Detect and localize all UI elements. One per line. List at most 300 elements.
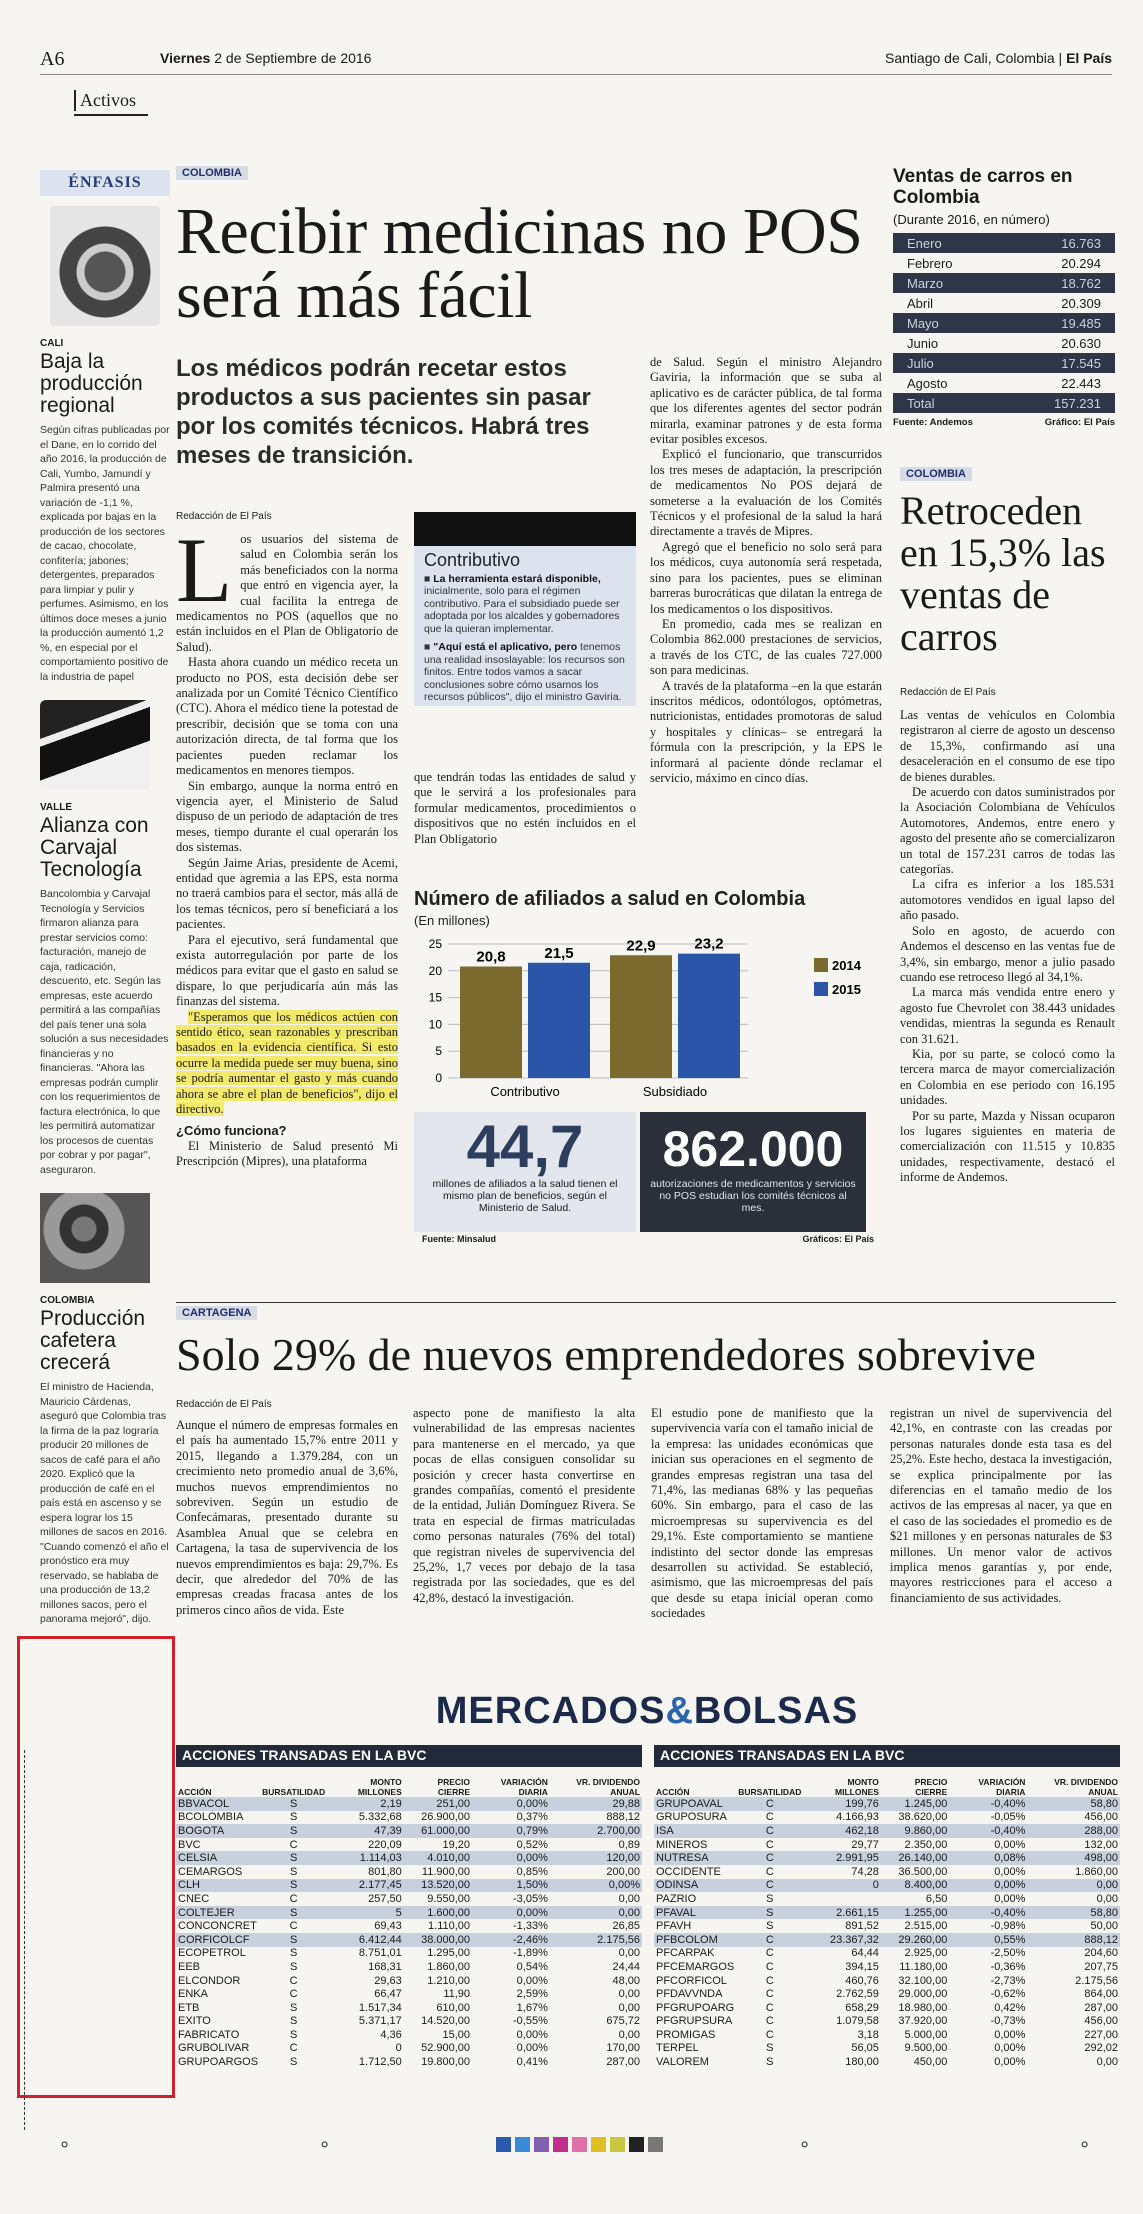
bvc-cell: 1,50% <box>472 1879 550 1893</box>
ventas-month: Enero <box>893 233 1003 253</box>
bvc-cell: 2.175,56 <box>550 1933 642 1947</box>
ventas-table-box <box>893 166 1115 428</box>
bvc-cell: ELCONDOR <box>178 1974 241 1987</box>
bvc-cell: 19,20 <box>442 1838 471 1851</box>
bvc-cell: 6,50 <box>925 1892 948 1905</box>
bvc-cell: 0,00% <box>994 2056 1026 2069</box>
bvc-cell: 5.000,00 <box>904 2028 948 2041</box>
bvc-cell: 0,42% <box>994 2001 1026 2014</box>
bvc-cell: C <box>765 1974 774 1987</box>
bvc-header-cell: BURSATILIDAD <box>262 1787 326 1797</box>
legend-label: 2015 <box>832 982 861 997</box>
bvc-row <box>654 1797 1120 1811</box>
brief-body: El ministro de Hacienda, Mauricio Cárdenas, aseguró que Colombia tras la firma de la paz lograría producir 20 millones de sacos de café para el año 2020. Explicó que la producción de café en el país está en ascenso y se espera lograr los 15 millones de sacos en 2016. "Cuando comenzó el año el pronóstico era muy reservado, se hablaba de una producción de 13,2 millones sacos, pero el panorama mejoró", dijo. <box>40 1381 169 1625</box>
section-rule <box>74 114 148 116</box>
cards-photo <box>40 700 150 790</box>
bvc-row <box>176 2001 642 2015</box>
bvc-row <box>176 1824 642 1838</box>
bvc-row <box>176 1797 642 1811</box>
bvc-cell: PFAVH <box>656 1920 692 1933</box>
bvc-cell: 0,00 <box>550 1906 642 1920</box>
brief-headline: Alianza con Carvajal Tecnología <box>40 814 149 881</box>
bvc-cell: BVC <box>178 1838 201 1851</box>
bvc-cell: EXITO <box>178 2015 211 2028</box>
stat-text: autorizaciones de medicamentos y servicios no POS estudian los comités técnicos al mes. <box>650 1178 856 1214</box>
ventas-value: 18.762 <box>1003 273 1115 293</box>
bvc-cell: 801,80 <box>368 1865 402 1878</box>
bar <box>460 967 522 1078</box>
bvc-cell: 462,18 <box>803 1824 881 1838</box>
story2-column-4: registran un nivel de supervivencia del 42,1%, en contraste con las creadas por personas naturales donde esta tasa es del 25,2%. Este hecho, destaca la investigación, se explica principalmente por las diferencias en el tamaño medio de los activos de las empresas al nacer, ya que en el caso de las sociedades el promedio es de $21 millones y en personas naturales de $3 millones. Un menor valor de activos implica menos garantías y, por ende, mayores restricciones para el acceso a financiamiento de sus actividades. <box>890 1406 1112 1605</box>
chart-title: Número de afiliados a salud en Colombia <box>414 888 806 910</box>
y-tick-label: 0 <box>435 1071 442 1085</box>
paragraph: En promedio, cada mes se realizan en Colombia 862.000 prestaciones de servicios, a través de los CTC, de las cuales 727.000 son para medicinas. <box>650 616 882 678</box>
bvc-cell: -0,55% <box>513 2015 548 2028</box>
bvc-cell: C <box>765 1947 774 1960</box>
paragraph: Solo en agosto, de acuerdo con Andemos el descenso en las ventas fue de 3,4%, sin embargo, menor a julio pasado cuando ese retroceso llegó al 34,1%. <box>900 923 1115 984</box>
bvc-cell: S <box>766 1892 774 1905</box>
stat-box-1 <box>414 1112 636 1232</box>
bvc-cell: 1.860,00 <box>1075 1865 1118 1878</box>
bvc-cell: S <box>766 2056 774 2069</box>
bvc-cell: C <box>289 1892 298 1905</box>
bvc-cell: ODINSA <box>654 1879 736 1893</box>
ventas-value: 20.309 <box>1061 295 1101 311</box>
ventas-month: Agosto <box>907 375 948 391</box>
gears-photo <box>50 206 160 326</box>
enfasis-label: ÉNFASIS <box>40 170 170 196</box>
drop-cap: L <box>176 519 233 621</box>
side-story-body <box>900 708 1115 1186</box>
bar <box>528 963 590 1078</box>
bvc-cell: 292,02 <box>1084 2042 1118 2055</box>
bvc-cell: 47,39 <box>327 1824 404 1838</box>
bvc-cell: 74,28 <box>851 1865 879 1878</box>
bvc-header-cell: VARIACIÓN DIARIA <box>500 1777 548 1797</box>
bvc-cell: 2,19 <box>327 1797 404 1811</box>
bvc-row <box>654 2042 1120 2056</box>
bvc-cell: 5.332,68 <box>358 1811 402 1824</box>
bvc-cell: 257,50 <box>368 1892 402 1905</box>
bvc-cell: 0,00% <box>994 1838 1026 1851</box>
highlight-box <box>17 1636 175 2098</box>
brief-body: Según cifras publicadas por el Dane, en lo corrido del año 2016, la producción de Cali, Yumbo, Jamundí y Palmira presentó una variación de -1,1 %, explicada por bajas en la producción de los sectores de cacao, chocolate, confitería; jabones; detergentes, preparados para limpiar y pulir y perfumes. Asimismo, en los últimos doce meses a junio la producción aumentó 1,2 %, en especial por el comportamiento positivo de la industria de papel <box>40 424 170 683</box>
bvc-cell: 11.900,00 <box>421 1865 471 1878</box>
bvc-row <box>176 1933 642 1947</box>
bvc-row <box>176 1892 642 1906</box>
ventas-value: 20.294 <box>1061 255 1101 271</box>
paragraph: Las ventas de vehículos en Colombia registraron al cierre de agosto un descenso de 15,3%, confirmando así una desaceleración en el consumo de ese tipo de bienes durables. <box>900 708 1115 784</box>
stat-text: millones de afiliados a la salud tienen el mismo plan de beneficios, según el Ministerio de Salud. <box>432 1178 618 1214</box>
bvc-row <box>654 1960 1120 1974</box>
bvc-cell: 58,80 <box>1027 1906 1120 1920</box>
bvc-cell: 36.500,00 <box>898 1865 948 1878</box>
bvc-row <box>176 1906 642 1920</box>
bvc-cell: C <box>765 1811 774 1824</box>
brief-kicker: CALI <box>40 338 64 349</box>
bvc-cell: 891,52 <box>845 1920 879 1933</box>
bvc-row <box>176 1865 642 1879</box>
bvc-cell: C <box>765 1838 774 1851</box>
bvc-cell: PFCARPAK <box>656 1947 715 1960</box>
bvc-cell: S <box>289 1960 298 1973</box>
bvc-cell: PFDAVVNDA <box>656 1988 723 2001</box>
ventas-row <box>893 293 1115 313</box>
bvc-cell: -1,33% <box>513 1920 548 1933</box>
bvc-cell: 69,43 <box>374 1920 402 1933</box>
bvc-row <box>654 1824 1120 1838</box>
bvc-cell: -0,05% <box>990 1811 1026 1824</box>
bvc-cell: C <box>765 2015 774 2028</box>
ventas-value: 17.545 <box>1003 353 1115 373</box>
bvc-header-cell: PRECIO CIERRE <box>437 1777 471 1797</box>
bvc-cell: GRUPOSURA <box>656 1811 727 1824</box>
bvc-cell: -3,05% <box>513 1892 548 1905</box>
bvc-title: ACCIONES TRANSADAS EN LA BVC <box>654 1745 1120 1767</box>
bvc-row <box>176 1838 642 1852</box>
bvc-header-cell: ACCIÓN <box>656 1787 690 1797</box>
bvc-cell: 32.100,00 <box>898 1974 948 1987</box>
bvc-cell: S <box>289 2056 298 2069</box>
bvc-cell: NUTRESA <box>654 1851 736 1865</box>
ventas-title: Ventas de carros en Colombia <box>893 166 1073 208</box>
bvc-row <box>176 1879 642 1893</box>
main-headline: Recibir medicinas no POS será más fácil <box>176 195 863 332</box>
bvc-cell: 0,41% <box>516 2056 548 2069</box>
bvc-cell: 37.920,00 <box>898 2015 948 2028</box>
bvc-cell: 0,00% <box>949 1879 1027 1893</box>
bvc-cell: C <box>765 1865 774 1878</box>
bvc-cell: S <box>289 2001 298 2014</box>
paragraph: Según Jaime Arias, presidente de Acemi, entidad que agremia a las EPS, esta norma no traerá cambios para el sector, más allá de los temas técnicos, pero sí beneficiará a los pacientes. <box>176 855 398 932</box>
bvc-cell: CLH <box>176 1879 260 1893</box>
bvc-cell: 1.600,00 <box>404 1906 472 1920</box>
bvc-row <box>176 2015 642 2029</box>
bvc-cell: C <box>736 1824 803 1838</box>
bvc-cell: 11.180,00 <box>899 1960 948 1973</box>
ventas-value: 19.485 <box>1003 313 1115 333</box>
ventas-month: Junio <box>907 335 939 351</box>
bvc-cell: ECOPETROL <box>178 1947 246 1960</box>
bvc-cell: 394,15 <box>845 1960 879 1973</box>
bvc-row <box>176 2028 642 2042</box>
bvc-cell: 0,00% <box>516 1974 548 1987</box>
bvc-cell: 610,00 <box>436 2001 471 2014</box>
box-item: ■ La herramienta estará disponible, inicialmente, solo para el régimen contributivo. Para el subsidiado puede ser adoptada por los alcaldes y gobernadores que la quieran implementar. <box>424 572 620 635</box>
bvc-cell: GRUPOAVAL <box>654 1797 736 1811</box>
ventas-month: Total <box>893 393 1003 413</box>
bvc-cell: PROMIGAS <box>656 2028 716 2041</box>
bvc-cell: 0,89 <box>618 1838 640 1851</box>
bvc-cell: GRUPOARGOS <box>178 2056 259 2069</box>
bvc-cell: 2.661,15 <box>803 1906 881 1920</box>
bvc-cell: C <box>765 1988 774 2001</box>
chart-source: Fuente: Minsalud <box>422 1234 496 1244</box>
bvc-cell: 199,76 <box>803 1797 881 1811</box>
chart-svg <box>414 928 880 1108</box>
bvc-row <box>176 1960 642 1974</box>
bvc-cell: -0,73% <box>990 2015 1026 2028</box>
bvc-cell: 29.260,00 <box>881 1933 949 1947</box>
bvc-cell: -2,50% <box>990 1947 1026 1960</box>
bvc-cell: 0,00 <box>618 1988 640 2001</box>
bvc-row <box>176 2042 642 2056</box>
bvc-row <box>654 1974 1120 1988</box>
bvc-cell: 170,00 <box>606 2042 640 2055</box>
legend-label: 2014 <box>832 958 861 973</box>
bvc-cell: 0,37% <box>516 1811 548 1824</box>
bvc-cell: S <box>766 2042 774 2055</box>
bar-value-label: 20,8 <box>476 948 506 966</box>
paragraph: Hasta ahora cuando un médico receta un producto no POS, esta decisión debe ser analizada por un Comité Técnico Científico (CTC). Ahora el médico tiene la potestad de prescribir, decisión que se toma con una autorización directa, de tal forma que los pacientes pueden reclamar los medicamentos en menores tiempos. <box>176 655 398 778</box>
bvc-cell: 0 <box>395 2042 402 2055</box>
bvc-cell: C <box>289 2042 298 2055</box>
bvc-row <box>654 1933 1120 1947</box>
main-deck: Los médicos podrán recetar estos productos a sus pacientes sin pasar por los comités técnicos. Habrá tres meses de transición. <box>176 355 591 469</box>
bvc-cell: 0,00% <box>516 2028 548 2041</box>
ventas-row <box>893 233 1115 253</box>
bvc-row <box>654 2028 1120 2042</box>
bvc-row <box>176 1811 642 1825</box>
chart-credit: Gráficos: El País <box>802 1234 874 1244</box>
registration-mark: ⸰ <box>60 2137 70 2154</box>
paragraph: A través de la plataforma –en la que estarán inscritos médicos, odontólogos, optómetras, nutricionistas, entidades promotoras de salud y hospitales y clínicas– se entregará la fórmula con la prescripción, y la EPS le informará al paciente dónde reclamar el servicio, máximo en cinco días. <box>650 678 882 785</box>
bvc-cell: 24,44 <box>612 1960 640 1973</box>
bvc-cell: MINEROS <box>656 1838 708 1851</box>
bvc-cell: BBVACOL <box>176 1797 260 1811</box>
bvc-cell: -0,62% <box>990 1988 1026 2001</box>
paragraph: La cifra es inferior a los 185.531 automotores vendidos en igual lapso del año pasado. <box>900 877 1115 923</box>
side-story-byline: Redacción de El País <box>900 687 996 698</box>
bvc-cell: 0,00 <box>618 1947 640 1960</box>
bvc-cell: 2.177,45 <box>327 1879 404 1893</box>
bvc-cell: C <box>289 1974 298 1987</box>
x-category-label: Subsidiado <box>642 1084 708 1099</box>
bvc-cell: S <box>289 1811 298 1824</box>
top-rule <box>40 74 1112 75</box>
bvc-cell: 61.000,00 <box>404 1824 472 1838</box>
bvc-cell: 50,00 <box>1090 1920 1118 1933</box>
bvc-row <box>654 1987 1120 2001</box>
highlighted-quote: "Esperamos que los médicos actúen con sentido ético, sean razonables y prescriban basados en la evidencia científica. Si esto ocurre la medida puede ser muy buena, sino se podría aumentar el gasto y más cuando ahora se abre el plan de beneficios", dijo el directivo. <box>176 1009 398 1117</box>
ventas-value: 22.443 <box>1061 375 1101 391</box>
story2-byline: Redacción de El País <box>176 1399 272 1410</box>
bvc-cell: S <box>289 1865 298 1878</box>
bvc-cell: S <box>260 1906 327 1920</box>
registration-mark: ⸰ <box>1080 2137 1090 2154</box>
bvc-cell: 1.079,58 <box>836 2015 879 2028</box>
bvc-cell: 8.400,00 <box>881 1879 949 1893</box>
stat-value: 862.000 <box>662 1121 844 1177</box>
bvc-cell: 0,54% <box>516 1960 548 1973</box>
bvc-row <box>654 1947 1120 1961</box>
bvc-header-cell: ACCIÓN <box>178 1787 212 1797</box>
bvc-cell: C <box>765 2028 774 2041</box>
bvc-cell: 456,00 <box>1084 1811 1118 1824</box>
bar-value-label: 22,9 <box>626 937 656 955</box>
section-divider <box>176 1302 1116 1303</box>
stat-value: 44,7 <box>466 1113 584 1180</box>
bvc-cell: 64,44 <box>851 1947 879 1960</box>
bvc-cell: S <box>260 1933 327 1947</box>
bvc-cell: 1.712,50 <box>358 2056 402 2069</box>
bvc-row <box>176 1987 642 2001</box>
main-column-3 <box>650 355 882 786</box>
bvc-row <box>654 1906 1120 1920</box>
bvc-cell: 168,31 <box>368 1960 402 1973</box>
bvc-cell: -1,89% <box>513 1947 548 1960</box>
bvc-cell: 4.010,00 <box>404 1851 472 1865</box>
bvc-cell: 2.700,00 <box>550 1824 642 1838</box>
bvc-cell: CONCONCRET <box>178 1920 257 1933</box>
bvc-cell: PFCORFICOL <box>656 1974 727 1987</box>
bvc-cell: 287,00 <box>1084 2001 1118 2014</box>
brief-kicker: VALLE <box>40 802 73 813</box>
paragraph: Agregó que el beneficio no solo será para los médicos, cuya autonomía será respetada, sino para los pacientes, pues se eliminan barreras burocráticas que dilatan la entrega de los medicamentos o los dispositivos. <box>650 539 882 616</box>
bvc-cell: 0,00% <box>472 1906 550 1920</box>
bar <box>610 955 672 1078</box>
bvc-cell: 0,52% <box>516 1838 548 1851</box>
box-item: ■ "Aquí está el aplicativo, pero tenemos una realidad insoslayable: los recursos son finitos. Entre todos vamos a sacar conclusiones sobre cómo usamos los recursos públicos", dijo el ministro Gaviria. <box>424 641 625 703</box>
bvc-cell: 120,00 <box>550 1851 642 1865</box>
stat-box-2 <box>640 1112 866 1232</box>
bvc-cell: 888,12 <box>606 1811 640 1824</box>
bvc-row <box>176 1974 642 1988</box>
left-briefs-column <box>40 170 170 1627</box>
bvc-cell: PFAVAL <box>654 1906 736 1920</box>
bvc-cell: 227,00 <box>1084 2028 1118 2041</box>
bvc-cell: 5.371,17 <box>358 2015 402 2028</box>
story2-column-1: Aunque el número de empresas formales en el país ha aumentado 15,7% entre 2011 y 2015, llegando a 1.379.284, con un crecimiento neto promedio anual de 3,6%, muchos nuevos emprendimientos no sobreviven. Según un estudio de Confecámaras, presentado durante su Asamblea Anual que se celebra en Cartagena, la tasa de supervivencia de los nuevos emprendimientos es baja: 29,7%. Es decir, que alrededor del 70% de las empresas creadas fracasa antes de los primeros cinco años de vida. Este <box>176 1418 398 1617</box>
bvc-row <box>654 1851 1120 1865</box>
bvc-cell: 26,85 <box>612 1920 640 1933</box>
bvc-cell: S <box>260 1797 327 1811</box>
bvc-cell: 1.114,03 <box>327 1851 404 1865</box>
bvc-header-cell: VARIACIÓN DIARIA <box>978 1777 1026 1797</box>
legend-swatch <box>814 958 828 972</box>
bvc-cell: 498,00 <box>1027 1851 1120 1865</box>
bvc-cell: 450,00 <box>913 2056 948 2069</box>
bvc-cell: BCOLOMBIA <box>178 1811 244 1824</box>
bvc-cell: -0,98% <box>990 1920 1026 1933</box>
bvc-cell: 11,90 <box>443 1988 471 2001</box>
bvc-row <box>176 1947 642 1961</box>
bvc-cell: 9.500,00 <box>904 2042 948 2055</box>
y-tick-label: 10 <box>428 1017 442 1032</box>
bar-value-label: 21,5 <box>544 944 574 962</box>
ventas-month: Julio <box>893 353 1003 373</box>
color-registration-bar <box>496 2137 663 2152</box>
bvc-cell: CEMARGOS <box>178 1865 243 1878</box>
ventas-row <box>893 273 1115 293</box>
bvc-cell: 0 <box>803 1879 881 1893</box>
ventas-month: Abril <box>907 295 934 311</box>
bvc-cell: C <box>289 1988 298 2001</box>
bvc-cell: PFCEMARGOS <box>656 1960 735 1973</box>
bvc-cell: -0,40% <box>949 1824 1027 1838</box>
ventas-row <box>893 393 1115 413</box>
story2-headline: Solo 29% de nuevos emprendedores sobrevive <box>176 1329 1036 1380</box>
bvc-cell: 2.925,00 <box>904 1947 948 1960</box>
bvc-cell: 0,00% <box>472 1851 550 1865</box>
bvc-cell: C <box>736 1933 803 1947</box>
bvc-cell: 0,00% <box>994 2028 1026 2041</box>
bvc-row <box>654 1865 1120 1879</box>
ventas-month: Febrero <box>907 255 953 271</box>
subhead: ¿Cómo funciona? <box>176 1123 287 1139</box>
ventas-row <box>893 373 1115 393</box>
bvc-cell: 0,00% <box>516 2042 548 2055</box>
bvc-row <box>654 1811 1120 1825</box>
bvc-header-cell: PRECIO CIERRE <box>914 1777 948 1797</box>
bvc-cell: 287,00 <box>606 2056 640 2069</box>
ventas-table <box>893 233 1115 413</box>
bvc-cell: 2.762,59 <box>836 1988 879 2001</box>
page-number: A6 <box>40 48 65 70</box>
bvc-cell: C <box>736 1851 803 1865</box>
section-name: Activos <box>74 90 136 111</box>
bvc-cell: 23.367,32 <box>803 1933 881 1947</box>
coffee-photo <box>40 1193 150 1283</box>
bvc-cell: PAZRIO <box>656 1892 697 1905</box>
paragraph: El Ministerio de Salud presentó Mi Prescripción (Mipres), una plataforma <box>176 1138 398 1169</box>
bvc-row <box>654 1838 1120 1852</box>
main-column-2 <box>414 770 636 847</box>
bvc-cell: 38.620,00 <box>898 1811 948 1824</box>
bvc-cell: 5 <box>327 1906 404 1920</box>
bvc-cell: -0,40% <box>949 1906 1027 1920</box>
bvc-cell: TERPEL <box>656 2042 699 2055</box>
bvc-cell: S <box>260 1879 327 1893</box>
bvc-cell: 658,29 <box>845 2001 879 2014</box>
ventas-month: Mayo <box>893 313 1003 333</box>
bvc-cell: 2.175,56 <box>1075 1974 1118 1987</box>
bvc-cell: ETB <box>178 2001 200 2014</box>
bvc-row <box>654 2015 1120 2029</box>
paragraph: que tendrán todas las entidades de salud y que le servirá a los profesionales para formular medicamentos, procedimientos o dispositivos que no estén incluidos en el Plan Obligatorio <box>414 770 636 846</box>
bvc-cell: 9.550,00 <box>427 1892 471 1905</box>
bvc-cell: 2.515,00 <box>904 1920 948 1933</box>
bvc-cell: 1.110,00 <box>428 1920 471 1933</box>
story2-column-2: aspecto pone de manifiesto la alta vulnerabilidad de las empresas nacientes para mantenerse en el mercado, ya que pocas de ellas consiguen consolidar su posición y crecer hasta convertirse en grandes compañías, comentó el presidente de la entidad, Julián Domínguez Rivera. Se trata en especial de firmas matriculadas como personas naturales (76% del total) que registran niveles de supervivencia del 25,2%, 1,7 veces por debajo de la tasa registrada por las sociedades, que es del 42,8%, destacó la investigación. <box>413 1406 635 1605</box>
bvc-cell: 0,00 <box>1096 2056 1118 2069</box>
bvc-cell: C <box>289 1920 298 1933</box>
bvc-cell: 4.166,93 <box>836 1811 879 1824</box>
box-topbar <box>414 512 636 546</box>
bvc-cell: GRUBOLIVAR <box>178 2042 250 2055</box>
ventas-row <box>893 353 1115 373</box>
y-tick-label: 5 <box>435 1044 442 1059</box>
city-paper: Santiago de Cali, Colombia | El País <box>885 50 1112 66</box>
bvc-cell: FABRICATO <box>178 2028 240 2041</box>
bvc-cell: 0,00% <box>550 1879 642 1893</box>
story2-tag: CARTAGENA <box>176 1306 257 1320</box>
bvc-cell: 460,76 <box>845 1974 879 1987</box>
bvc-cell: 207,75 <box>1084 1960 1118 1973</box>
bvc-cell: 0,00% <box>994 1892 1026 1905</box>
bvc-cell: 1.210,00 <box>427 1974 471 1987</box>
bvc-cell: 288,00 <box>1027 1824 1120 1838</box>
main-byline: Redacción de El País <box>176 511 272 522</box>
y-tick-label: 20 <box>428 963 442 978</box>
bvc-cell: CORFICOLCF <box>176 1933 260 1947</box>
afiliados-chart <box>414 888 880 1242</box>
paragraph: Para el ejecutivo, será fundamental que exista autorregulación por parte de los médicos para evitar que el gasto en salud se dispare, lo que perjudicaría aún más las finanzas del sistema. <box>176 932 398 1009</box>
bvc-cell: S <box>766 1920 774 1933</box>
paragraph: Kia, por su parte, se colocó como la tercera marca de mayor comercialización en Colombia en ese periodo con 16.195 unidades. <box>900 1046 1115 1108</box>
bar <box>678 954 740 1078</box>
bvc-cell: 675,72 <box>606 2015 640 2028</box>
